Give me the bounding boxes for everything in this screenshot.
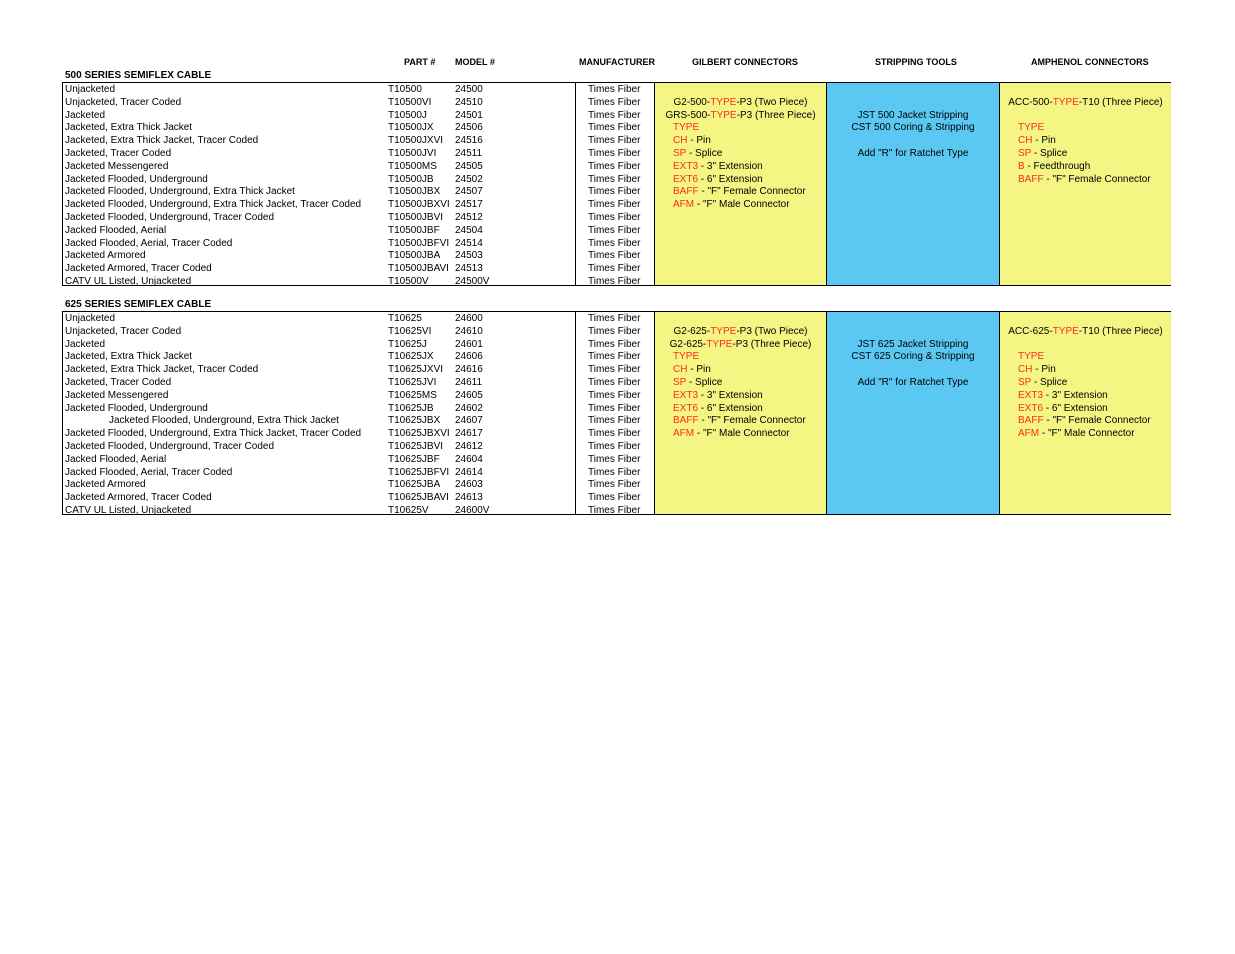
model-prefix: G2-625-	[669, 338, 707, 350]
cable-name: Jacketed, Extra Thick Jacket	[65, 122, 193, 134]
table-row	[63, 96, 655, 109]
cable-name: Jacked Flooded, Aerial, Tracer Coded	[65, 237, 233, 249]
model-number: 24610	[455, 325, 483, 337]
manufacturer: Times Fiber	[588, 338, 641, 350]
part-number: T10625	[388, 313, 422, 324]
manufacturer: Times Fiber	[588, 276, 641, 287]
model-prefix: ACC-625-	[1008, 325, 1053, 337]
cable-name: Jacketed	[65, 109, 106, 121]
manufacturer: Times Fiber	[588, 441, 641, 452]
manufacturer: Times Fiber	[588, 428, 641, 440]
model-number: 24602	[455, 402, 483, 414]
option-desc: - 6" Extension	[1043, 402, 1108, 414]
option-code: EXT3	[673, 389, 699, 401]
model-type: TYPE	[1052, 325, 1079, 337]
table-row	[63, 237, 655, 250]
option-code: SP	[1018, 148, 1032, 159]
manufacturer: Times Fiber	[588, 135, 641, 147]
part-number: T10500JXVI	[388, 135, 444, 147]
cable-name: Jacketed	[65, 338, 106, 350]
option-desc: - Splice	[686, 148, 723, 159]
stripping-line: CST 500 Coring & Stripping	[851, 122, 975, 134]
table-row	[63, 363, 655, 376]
part-number: T10625JBAVI	[388, 492, 449, 504]
cable-name: Jacketed, Tracer Coded	[65, 148, 172, 159]
option-desc: - 3" Extension	[698, 160, 763, 172]
gilbert-connectors-panel	[654, 83, 826, 285]
gilbert-model-three-piece	[655, 338, 826, 351]
option-code: CH	[673, 135, 688, 147]
gilbert-option	[673, 402, 763, 415]
part-number: T10625JBF	[388, 453, 440, 465]
model-number: 24600V	[455, 505, 490, 516]
header-manufacturer: MANUFACTURER	[579, 57, 655, 67]
amphenol-option	[1018, 427, 1135, 440]
option-code: BAFF	[1018, 173, 1044, 185]
model-number: 24607	[455, 415, 483, 427]
manufacturer: Times Fiber	[588, 224, 641, 236]
table-row	[63, 160, 655, 173]
option-desc: - 6" Extension	[698, 173, 763, 185]
model-prefix: GRS-500-	[665, 109, 711, 121]
amphenol-option	[1018, 160, 1090, 173]
model-number: 24503	[455, 250, 483, 262]
cable-name: Unjacketed	[65, 313, 116, 324]
manufacturer: Times Fiber	[588, 84, 641, 95]
model-number: 24514	[455, 237, 483, 249]
option-code: AFM	[673, 199, 695, 211]
section-title-500: 500 SERIES SEMIFLEX CABLE	[65, 70, 212, 81]
option-code: SP	[673, 148, 687, 159]
cable-name: CATV UL Listed, Unjacketed	[65, 505, 192, 516]
part-number: T10625MS	[388, 389, 437, 401]
cable-name: Jacketed Flooded, Underground, Extra Thick Jacket, Tracer Coded	[65, 428, 362, 440]
amphenol-option	[1018, 376, 1067, 389]
part-number: T10625JBA	[388, 479, 441, 491]
manufacturer: Times Fiber	[588, 453, 641, 465]
part-number: T10625JBFVI	[388, 466, 450, 478]
cable-name: Jacketed, Extra Thick Jacket, Tracer Coded	[65, 135, 259, 147]
option-desc: - "F" Female Connector	[1043, 173, 1151, 185]
option-code: EXT6	[673, 173, 699, 185]
manufacturer: Times Fiber	[588, 212, 641, 223]
stripping-line: JST 625 Jacket Stripping	[857, 338, 969, 350]
gilbert-option	[673, 414, 806, 427]
option-code: CH	[673, 364, 688, 376]
amphenol-option	[1018, 414, 1151, 427]
stripping-tools-panel	[826, 312, 999, 514]
amphenol-connectors-panel	[999, 312, 1171, 514]
manufacturer: Times Fiber	[588, 402, 641, 414]
stripping-line: Add "R" for Ratchet Type	[857, 148, 969, 159]
part-number: T10500JBAVI	[388, 263, 449, 275]
cable-name: Jacketed, Tracer Coded	[65, 377, 172, 388]
table-row	[63, 121, 655, 134]
model-type: TYPE	[710, 96, 737, 108]
model-number: 24600	[455, 313, 483, 324]
manufacturer: Times Fiber	[588, 466, 641, 478]
table-row	[63, 185, 655, 198]
header-model: MODEL #	[455, 57, 495, 67]
model-suffix: -T10 (Three Piece)	[1078, 96, 1163, 108]
part-number: T10625VI	[388, 325, 432, 337]
cable-name: Jacketed Messengered	[65, 160, 169, 172]
cable-name: Jacketed Armored	[65, 250, 146, 262]
model-type: TYPE	[706, 338, 733, 350]
part-number: T10625J	[388, 338, 427, 350]
part-number: T10500MS	[388, 160, 437, 172]
cable-table-625	[62, 311, 1171, 515]
model-number: 24603	[455, 479, 483, 491]
stripping-tools-panel	[826, 83, 999, 285]
part-number: T10500JVI	[388, 148, 437, 159]
part-number: T10500JBVI	[388, 212, 444, 223]
cable-name: Jacketed Flooded, Underground, Tracer Coded	[65, 441, 275, 452]
part-number: T10500JB	[388, 173, 434, 185]
header-stripping-tools: STRIPPING TOOLS	[875, 57, 957, 67]
model-number: 24501	[455, 109, 483, 121]
cable-name: Jacked Flooded, Aerial	[65, 453, 167, 465]
table-row	[63, 134, 655, 147]
table-row	[63, 414, 655, 427]
model-number: 24502	[455, 173, 483, 185]
part-number: T10625JBXVI	[388, 428, 450, 440]
model-suffix: -P3 (Two Piece)	[736, 96, 808, 108]
option-code: AFM	[1018, 428, 1040, 440]
model-number: 24516	[455, 135, 483, 147]
option-code: AFM	[673, 428, 695, 440]
table-row	[63, 275, 655, 288]
manufacturer: Times Fiber	[588, 389, 641, 401]
option-code: BAFF	[673, 186, 699, 198]
gilbert-model-two-piece	[655, 96, 826, 109]
manufacturer: Times Fiber	[588, 96, 641, 108]
cable-name: Jacked Flooded, Aerial, Tracer Coded	[65, 466, 233, 478]
model-prefix: G2-625-	[673, 325, 711, 337]
cable-name: Jacketed, Extra Thick Jacket, Tracer Coded	[65, 364, 259, 376]
section-title-625: 625 SERIES SEMIFLEX CABLE	[65, 299, 212, 310]
cable-name: Jacketed Flooded, Underground, Tracer Coded	[65, 212, 275, 223]
amphenol-option	[1018, 134, 1056, 147]
model-number: 24616	[455, 364, 483, 376]
cable-table-500	[62, 82, 1171, 286]
part-number: T10500J	[388, 109, 427, 121]
stripping-line: Add "R" for Ratchet Type	[857, 377, 969, 388]
part-number: T10625JXVI	[388, 364, 444, 376]
table-row	[63, 350, 655, 363]
cable-name: Jacketed Armored	[65, 479, 146, 491]
manufacturer: Times Fiber	[588, 505, 641, 516]
gilbert-option	[673, 363, 711, 376]
option-desc: - "F" Female Connector	[1043, 415, 1151, 427]
table-row	[63, 312, 655, 325]
amphenol-type-label: TYPE	[1018, 351, 1045, 363]
model-suffix: -P3 (Three Piece)	[736, 109, 816, 121]
gilbert-option	[673, 147, 722, 160]
model-number: 24601	[455, 338, 483, 350]
gilbert-model-two-piece	[655, 325, 826, 338]
gilbert-connectors-panel	[654, 312, 826, 514]
gilbert-type-label: TYPE	[673, 351, 700, 363]
manufacturer: Times Fiber	[588, 173, 641, 185]
table-row	[63, 262, 655, 275]
part-number: T10625JBVI	[388, 441, 444, 452]
gilbert-option	[673, 160, 763, 173]
option-code: B	[1018, 160, 1025, 172]
manufacturer: Times Fiber	[588, 148, 641, 159]
model-number: 24512	[455, 212, 483, 223]
option-code: SP	[1018, 377, 1032, 388]
model-number: 24513	[455, 263, 483, 275]
table-row	[63, 224, 655, 237]
part-number: T10500JBA	[388, 250, 441, 262]
gilbert-model-three-piece	[655, 109, 826, 122]
gilbert-option	[673, 389, 763, 402]
manufacturer: Times Fiber	[588, 263, 641, 275]
table-row	[63, 491, 655, 504]
stripping-line: CST 625 Coring & Stripping	[851, 351, 975, 363]
table-row	[63, 198, 655, 211]
header-part: PART #	[404, 57, 436, 67]
manufacturer: Times Fiber	[588, 492, 641, 504]
stripping-line: JST 500 Jacket Stripping	[857, 109, 969, 121]
cable-name: Unjacketed, Tracer Coded	[65, 96, 182, 108]
option-desc: - Pin	[687, 364, 711, 376]
table-row	[63, 376, 655, 389]
amphenol-model	[1000, 325, 1171, 338]
cable-name: Jacketed Flooded, Underground, Extra Thick Jacket	[65, 186, 295, 198]
table-row	[63, 402, 655, 415]
option-desc: - "F" Female Connector	[698, 415, 806, 427]
model-number: 24511	[455, 148, 483, 159]
option-code: SP	[673, 377, 687, 388]
model-number: 24506	[455, 122, 483, 134]
table-row	[63, 504, 655, 517]
option-desc: - Splice	[1031, 377, 1068, 388]
model-number: 24500	[455, 84, 483, 95]
model-number: 24612	[455, 441, 483, 452]
part-number: T10500JBX	[388, 186, 441, 198]
option-code: BAFF	[1018, 415, 1044, 427]
table-row	[63, 173, 655, 186]
part-number: T10625JB	[388, 402, 434, 414]
option-code: CH	[1018, 364, 1033, 376]
option-code: EXT6	[673, 402, 699, 414]
amphenol-option	[1018, 147, 1067, 160]
cable-name: Jacketed Flooded, Underground, Extra Thick Jacket	[109, 415, 339, 427]
manufacturer: Times Fiber	[588, 351, 641, 363]
gilbert-option	[673, 427, 790, 440]
table-row	[63, 453, 655, 466]
model-number: 24505	[455, 160, 483, 172]
option-desc: - "F" Male Connector	[1039, 428, 1135, 440]
cable-name: Jacked Flooded, Aerial	[65, 224, 167, 236]
cable-name: Unjacketed	[65, 84, 116, 95]
table-row	[63, 389, 655, 402]
part-number: T10500JBF	[388, 224, 440, 236]
table-row	[63, 83, 655, 96]
option-code: EXT3	[673, 160, 699, 172]
manufacturer: Times Fiber	[588, 237, 641, 249]
table-row	[63, 338, 655, 351]
model-number: 24606	[455, 351, 483, 363]
table-row	[63, 325, 655, 338]
amphenol-option	[1018, 402, 1108, 415]
manufacturer: Times Fiber	[588, 250, 641, 262]
model-number: 24613	[455, 492, 483, 504]
option-code: EXT6	[1018, 402, 1044, 414]
table-row	[63, 147, 655, 160]
table-row	[63, 478, 655, 491]
gilbert-option	[673, 376, 722, 389]
amphenol-connectors-panel	[999, 83, 1171, 285]
amphenol-model	[1000, 96, 1171, 109]
cable-name: CATV UL Listed, Unjacketed	[65, 276, 192, 287]
option-desc: - Pin	[1032, 135, 1056, 147]
option-desc: - "F" Male Connector	[694, 428, 790, 440]
manufacturer: Times Fiber	[588, 109, 641, 121]
gilbert-option	[673, 198, 790, 211]
option-desc: - 3" Extension	[698, 389, 763, 401]
manufacturer: Times Fiber	[588, 325, 641, 337]
model-suffix: -P3 (Two Piece)	[736, 325, 808, 337]
amphenol-option	[1018, 389, 1108, 402]
table-row	[63, 440, 655, 453]
option-code: EXT3	[1018, 389, 1044, 401]
model-number: 24611	[455, 377, 483, 388]
gilbert-type-label: TYPE	[673, 122, 700, 134]
table-row	[63, 211, 655, 224]
model-number: 24617	[455, 428, 483, 440]
part-number: T10500JX	[388, 122, 434, 134]
gilbert-option	[673, 134, 711, 147]
manufacturer: Times Fiber	[588, 186, 641, 198]
amphenol-option	[1018, 173, 1151, 186]
model-number: 24510	[455, 96, 483, 108]
model-prefix: G2-500-	[673, 96, 711, 108]
part-number: T10500JBFVI	[388, 237, 450, 249]
part-number: T10625JX	[388, 351, 434, 363]
model-number: 24500V	[455, 276, 490, 287]
part-number: T10625V	[388, 505, 429, 516]
table-row	[63, 249, 655, 262]
option-desc: - Splice	[686, 377, 723, 388]
model-number: 24614	[455, 466, 483, 478]
option-desc: - 6" Extension	[698, 402, 763, 414]
part-number: T10625JVI	[388, 377, 437, 388]
option-code: CH	[1018, 135, 1033, 147]
cable-name: Jacketed, Extra Thick Jacket	[65, 351, 193, 363]
model-number: 24507	[455, 186, 483, 198]
gilbert-option	[673, 173, 763, 186]
manufacturer: Times Fiber	[588, 479, 641, 491]
model-number: 24604	[455, 453, 483, 465]
part-number: T10500VI	[388, 96, 432, 108]
option-desc: - "F" Male Connector	[694, 199, 790, 211]
gilbert-option	[673, 185, 806, 198]
manufacturer: Times Fiber	[588, 199, 641, 211]
model-suffix: -T10 (Three Piece)	[1078, 325, 1163, 337]
cable-name: Unjacketed, Tracer Coded	[65, 325, 182, 337]
option-code: BAFF	[673, 415, 699, 427]
option-desc: - 3" Extension	[1043, 389, 1108, 401]
amphenol-type-label: TYPE	[1018, 122, 1045, 134]
model-number: 24504	[455, 224, 483, 236]
model-number: 24517	[455, 199, 483, 211]
header-amphenol-connectors: AMPHENOL CONNECTORS	[1031, 57, 1149, 67]
cable-name: Jacketed Armored, Tracer Coded	[65, 263, 212, 275]
model-number: 24605	[455, 389, 483, 401]
manufacturer: Times Fiber	[588, 415, 641, 427]
option-desc: - Splice	[1031, 148, 1068, 159]
cable-name: Jacketed Flooded, Underground	[65, 173, 208, 185]
cable-name: Jacketed Flooded, Underground	[65, 402, 208, 414]
cable-name: Jacketed Armored, Tracer Coded	[65, 492, 212, 504]
model-type: TYPE	[710, 325, 737, 337]
option-desc: - "F" Female Connector	[698, 186, 806, 198]
manufacturer: Times Fiber	[588, 160, 641, 172]
model-suffix: -P3 (Three Piece)	[732, 338, 812, 350]
part-number: T10500V	[388, 276, 429, 287]
manufacturer: Times Fiber	[588, 122, 641, 134]
table-row	[63, 427, 655, 440]
option-desc: - Feedthrough	[1024, 160, 1091, 172]
option-desc: - Pin	[687, 135, 711, 147]
table-row	[63, 109, 655, 122]
part-number: T10500	[388, 84, 422, 95]
cable-name: Jacketed Messengered	[65, 389, 169, 401]
manufacturer: Times Fiber	[588, 313, 641, 324]
option-desc: - Pin	[1032, 364, 1056, 376]
amphenol-option	[1018, 363, 1056, 376]
cable-name: Jacketed Flooded, Underground, Extra Thick Jacket, Tracer Coded	[65, 199, 362, 211]
table-row	[63, 466, 655, 479]
manufacturer: Times Fiber	[588, 377, 641, 388]
manufacturer: Times Fiber	[588, 364, 641, 376]
part-number: T10625JBX	[388, 415, 441, 427]
model-type: TYPE	[1052, 96, 1079, 108]
part-number: T10500JBXVI	[388, 199, 450, 211]
model-type: TYPE	[710, 109, 737, 121]
header-gilbert-connectors: GILBERT CONNECTORS	[692, 57, 798, 67]
model-prefix: ACC-500-	[1008, 96, 1053, 108]
